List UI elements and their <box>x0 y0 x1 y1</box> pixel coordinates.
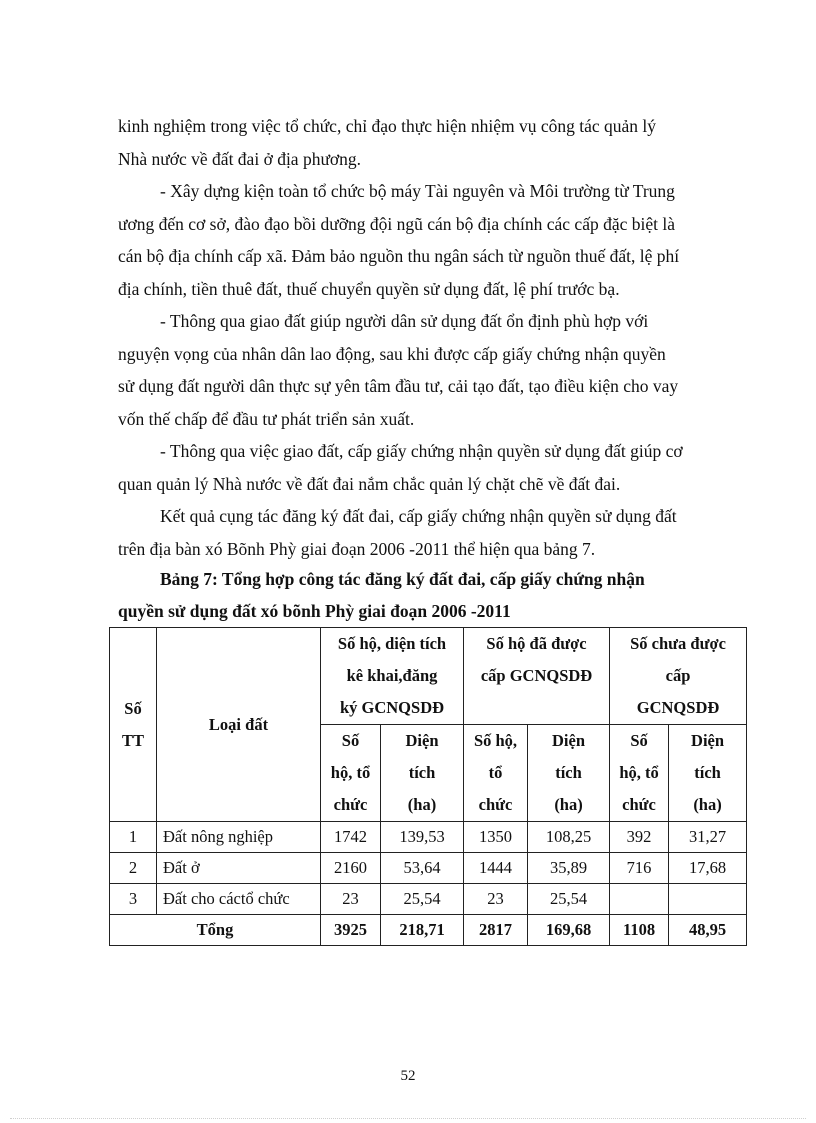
text-line: quan quản lý Nhà nước về đất đai nắm chắc quản lý chặt chẽ về đất đai. <box>118 473 621 494</box>
table-row <box>110 822 747 853</box>
cell-stt: 1 <box>110 822 157 853</box>
header-text: (ha) <box>554 795 583 814</box>
cell-value: 35,89 <box>528 853 610 884</box>
caption-line: Bảng 7: Tổng hợp công tác đăng ký đất đai, cấp giấy chứng nhận <box>160 569 645 589</box>
table-total-row <box>110 915 747 946</box>
cell-total-value: 218,71 <box>381 915 464 946</box>
header-text: tích <box>555 763 582 782</box>
header-text: Diện <box>691 731 725 750</box>
subheader-area <box>381 725 464 822</box>
cell-stt: 3 <box>110 884 157 915</box>
caption-line: quyền sử dụng đất xó bõnh Phỳ giai đoạn 2006 -2011 <box>118 601 511 621</box>
cell-total-value: 48,95 <box>669 915 747 946</box>
cell-value: 53,64 <box>381 853 464 884</box>
paragraph-1 <box>118 110 740 175</box>
cell-land-type: Đất nông nghiệp <box>157 822 321 853</box>
cell-stt: 2 <box>110 853 157 884</box>
header-text: Số hộ, <box>473 731 518 750</box>
header-text: hộ, tổ <box>619 763 659 782</box>
header-text: Số hộ đã được <box>486 634 587 653</box>
header-text: (ha) <box>693 795 722 814</box>
text-line: địa chính, tiền thuê đất, thuế chuyển quyền sử dụng đất, lệ phí trước bạ. <box>118 278 620 299</box>
header-text: Số <box>630 731 648 750</box>
text-line: nguyện vọng của nhân dân lao động, sau khi được cấp giấy chứng nhận quyền <box>118 343 666 364</box>
subheader-area <box>528 725 610 822</box>
text-line: trên địa bàn xó Bõnh Phỳ giai đoạn 2006 -2011 thể hiện qua bảng 7. <box>118 538 596 559</box>
header-text: chức <box>333 795 368 814</box>
cell-total-value: 169,68 <box>528 915 610 946</box>
header-land-type: Loại đất <box>157 628 321 822</box>
subheader-households <box>610 725 669 822</box>
text-line: sử dụng đất người dân thực sự yên tâm đầu tư, cải tạo đất, tạo điều kiện cho vay <box>118 376 679 397</box>
page-divider <box>10 1118 806 1119</box>
text-line: - Thông qua việc giao đất, cấp giấy chứng nhận quyền sử dụng đất giúp cơ <box>160 441 683 461</box>
header-text: cấp GCNQSDĐ <box>480 666 593 685</box>
header-declared <box>321 628 464 725</box>
cell-value: 1742 <box>321 822 381 853</box>
header-stt <box>110 628 157 822</box>
header-text: hộ, tổ <box>330 763 371 782</box>
cell-value: 1444 <box>464 853 528 884</box>
header-text: Số chưa được <box>630 634 726 653</box>
text-line: Nhà nước về đất đai ở địa phương. <box>118 148 362 169</box>
page-number: 52 <box>400 1068 416 1084</box>
cell-value: 108,25 <box>528 822 610 853</box>
paragraph-4 <box>118 435 740 500</box>
header-text: kê khai,đăng <box>346 666 438 685</box>
header-text: Diện <box>552 731 586 750</box>
cell-total-value: 2817 <box>464 915 528 946</box>
header-text: chức <box>478 795 513 814</box>
paragraph-3 <box>118 305 740 435</box>
paragraph-5 <box>118 500 740 565</box>
cell-value: 392 <box>610 822 669 853</box>
table-row <box>110 853 747 884</box>
header-text: tổ <box>488 763 503 782</box>
cell-value: 25,54 <box>528 884 610 915</box>
text-line: ương đến cơ sở, đào đạo bồi dưỡng đội ngũ cán bộ địa chính các cấp đặc biệt là <box>118 213 676 234</box>
text-line: vốn thế chấp để đầu tư phát triển sản xuất. <box>118 408 415 429</box>
cell-land-type: Đất cho cáctổ chức <box>157 884 321 915</box>
header-text: Diện <box>405 731 439 750</box>
header-text: Số hộ, diện tích <box>337 634 447 653</box>
cell-value: 23 <box>321 884 381 915</box>
text-line: Kết quả cụng tác đăng ký đất đai, cấp giấy chứng nhận quyền sử dụng đất <box>160 506 677 526</box>
header-text: (ha) <box>407 795 437 814</box>
cell-value: 31,27 <box>669 822 747 853</box>
subheader-households <box>464 725 528 822</box>
table-row <box>110 884 747 915</box>
cell-value: 25,54 <box>381 884 464 915</box>
cell-value: 139,53 <box>381 822 464 853</box>
header-not-granted <box>610 628 747 725</box>
header-text: TT <box>121 730 144 750</box>
header-text: Số <box>124 698 142 718</box>
cell-total-value: 1108 <box>610 915 669 946</box>
cell-land-type: Đất ở <box>157 853 321 884</box>
cell-total-value: 3925 <box>321 915 381 946</box>
cell-value: 17,68 <box>669 853 747 884</box>
table-header-row <box>110 628 747 725</box>
header-granted <box>464 628 610 725</box>
cell-value <box>669 884 747 915</box>
header-text: cấp <box>665 666 691 685</box>
paragraph-2 <box>118 175 740 305</box>
land-registration-table <box>109 627 747 946</box>
cell-value <box>610 884 669 915</box>
subheader-area <box>669 725 747 822</box>
text-line: cán bộ địa chính cấp xã. Đảm bảo nguồn thu ngân sách từ nguồn thuế đất, lệ phí <box>118 246 680 267</box>
header-text: tích <box>408 763 436 782</box>
header-text: GCNQSDĐ <box>636 698 720 717</box>
cell-total-label: Tổng <box>110 915 321 946</box>
header-text: tích <box>694 763 721 782</box>
text-line: - Xây dựng kiện toàn tổ chức bộ máy Tài nguyên và Môi trường từ Trung <box>160 181 675 201</box>
header-text: Số <box>341 731 360 750</box>
cell-value: 2160 <box>321 853 381 884</box>
text-line: kinh nghiệm trong việc tổ chức, chỉ đạo thực hiện nhiệm vụ công tác quản lý <box>118 116 656 136</box>
table-caption <box>118 563 740 627</box>
header-text: chức <box>622 795 656 814</box>
header-text: ký GCNQSDĐ <box>339 698 445 717</box>
subheader-households <box>321 725 381 822</box>
text-line: - Thông qua giao đất giúp người dân sử dụng đất ổn định phù hợp với <box>160 311 649 331</box>
cell-value: 1350 <box>464 822 528 853</box>
cell-value: 23 <box>464 884 528 915</box>
cell-value: 716 <box>610 853 669 884</box>
